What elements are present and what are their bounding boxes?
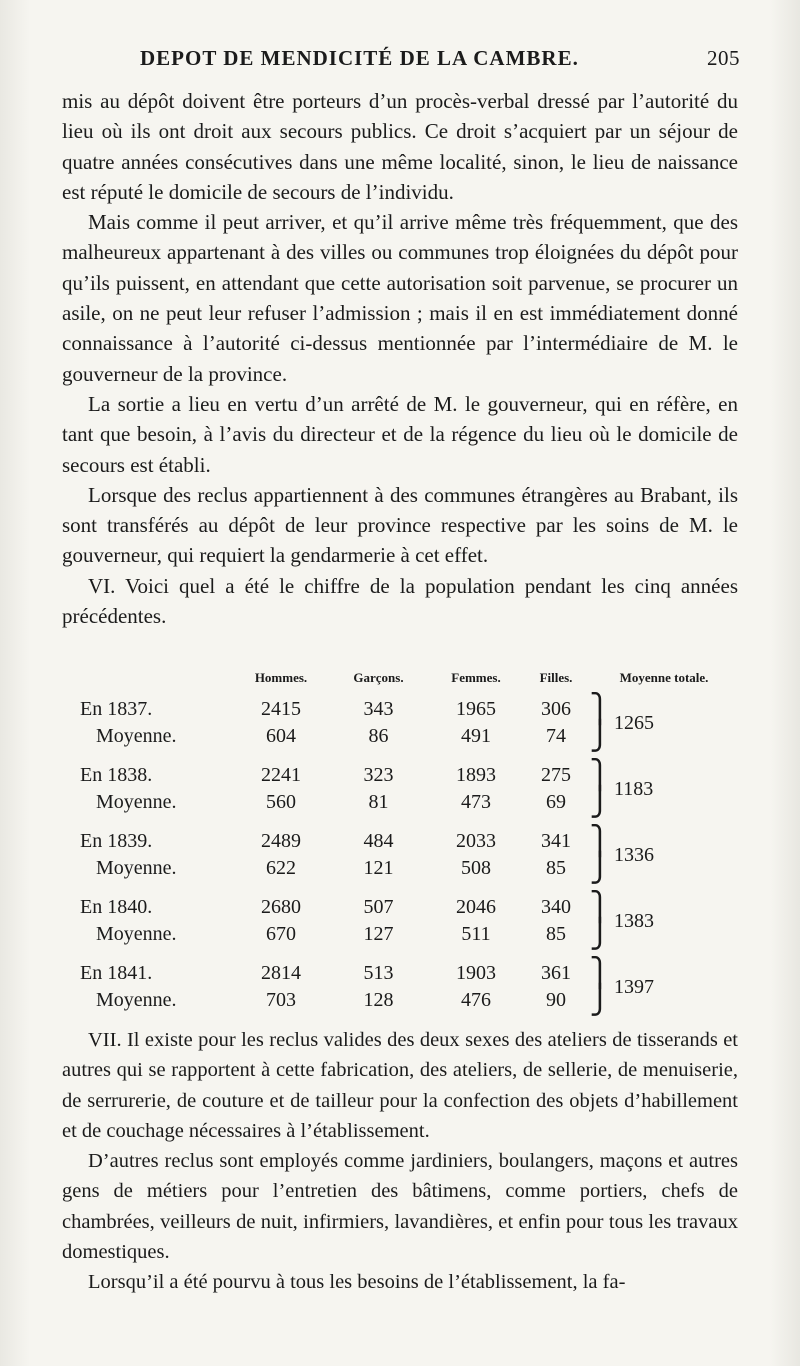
table-row-year	[80, 828, 714, 855]
table-cell: 2680	[261, 896, 301, 918]
average-label: Moyenne.	[96, 923, 177, 945]
table-cell: 622	[266, 857, 296, 879]
gap-cell	[80, 750, 231, 762]
table-row-year	[80, 960, 714, 987]
table-cell: 275	[541, 764, 571, 786]
table-cell: 90	[546, 989, 566, 1011]
paragraph: mis au dépôt doivent être porteurs d’un procès-verbal dressé par l’autorité du lieu où ils ont droit aux secours publics. Ce droit s’acquiert par un séjour de quatre années consécutives dans une même localité, sinon, le lieu de naissance est réputé le domicile de secours de l’individu.	[62, 89, 738, 204]
column-header: Filles.	[539, 670, 573, 685]
paragraph: La sortie a lieu en vertu d’un arrêté de M. le gouverneur, qui en réfère, en tant que besoin, à l’avis du directeur et de la régence du lieu où le domicile de secours est établi.	[62, 391, 738, 477]
table-cell: 476	[461, 989, 491, 1011]
table-row-year	[80, 762, 714, 789]
brace-top: ⎫	[589, 693, 611, 725]
table-cell: 81	[368, 791, 389, 813]
paragraph: Lorsqu’il a été pourvu à tous les besoins de l’établissement, la fa-	[88, 1271, 626, 1294]
table-cell: 473	[461, 791, 491, 813]
top-text-block	[62, 86, 738, 631]
column-header: Hommes.	[254, 670, 308, 685]
table-row-year	[80, 894, 714, 921]
table-cell: 128	[363, 989, 394, 1011]
paragraph: VII. Il existe pour les reclus valides des deux sexes des ateliers de tisserands et autres qui se rapportent à cette fabrication, des ateliers, de sellerie, de menuiserie, de serrurerie, de couture et de tailleur pour la confection des objets d’habillement et de couchage nécessaires à l’établissement.	[62, 1029, 738, 1142]
column-header: Garçons.	[353, 670, 404, 685]
paragraph: VI. Voici quel a été le chiffre de la population pendant les cinq années précédentes.	[62, 573, 738, 629]
running-header	[140, 46, 740, 71]
row-gap	[80, 948, 714, 960]
population-table	[80, 670, 714, 1014]
table-cell: 2033	[456, 830, 496, 852]
total-average: 1183	[614, 777, 654, 800]
table-cell: 491	[461, 725, 491, 747]
paragraph: Lorsque des reclus appartiennent à des communes étrangères au Brabant, ils sont transférés au dépôt de leur province respective par les soins de M. le gouverneur, qui requiert la gendarmerie à cet effet.	[62, 482, 738, 568]
paragraph: Mais comme il peut arriver, et qu’il arrive même très fréquemment, que des malheureux appartenant à des villes ou communes trop éloignées du dépôt pour qu’ils puissent, en attendant que cette autorisation soit parvenue, se procurer un asile, on ne peut leur refuser l’admission ; mais il en est immédiatement donné connaissance à l’autorité ci-dessus mentionnée par l’intermédiaire de M. le gouverneur de la province.	[62, 210, 738, 386]
table-cell: 507	[363, 896, 394, 918]
average-label: Moyenne.	[96, 857, 177, 879]
brace-top: ⎫	[589, 957, 611, 989]
brace-bottom: ⎭	[589, 852, 611, 884]
column-header: Moyenne totale.	[619, 670, 709, 685]
brace-bottom: ⎭	[589, 720, 611, 752]
row-gap	[80, 816, 714, 828]
brace-top: ⎫	[589, 759, 611, 791]
row-gap	[80, 882, 714, 894]
table-cell: 2415	[261, 698, 301, 720]
brace-top: ⎫	[589, 825, 611, 857]
table-cell: 343	[363, 698, 394, 720]
table-header-row	[80, 670, 714, 696]
table-cell: 121	[363, 857, 394, 879]
average-label: Moyenne.	[96, 725, 177, 747]
table-cell: 341	[541, 830, 571, 852]
gap-cell	[80, 948, 231, 960]
average-label: Moyenne.	[96, 989, 177, 1011]
table-cell: 2046	[456, 896, 496, 918]
table-cell: 361	[541, 962, 571, 984]
table-cell: 2814	[261, 962, 301, 984]
table-cell: 1903	[456, 962, 496, 984]
table-cell: 2489	[261, 830, 301, 852]
total-average: 1265	[614, 711, 654, 734]
table-cell: 508	[461, 857, 491, 879]
gap-cell	[80, 882, 231, 894]
table-cell: 340	[541, 896, 571, 918]
table-cell: 127	[363, 923, 394, 945]
year-label: En 1841.	[80, 962, 153, 984]
table-cell: 323	[363, 764, 394, 786]
table-cell: 511	[461, 923, 491, 945]
year-label: En 1840.	[80, 896, 153, 918]
page-number: 205	[707, 46, 740, 70]
table-cell: 86	[368, 725, 389, 747]
table-cell: 513	[363, 962, 394, 984]
total-average: 1397	[614, 975, 654, 998]
table-cell: 85	[546, 923, 566, 945]
brace-bottom: ⎭	[589, 984, 611, 1016]
table-cell: 74	[546, 725, 566, 747]
table-cell: 703	[266, 989, 296, 1011]
table-cell: 1965	[456, 698, 496, 720]
brace-bottom: ⎭	[589, 918, 611, 950]
paragraph: D’autres reclus sont employés comme jardiniers, boulangers, maçons et autres gens de métiers pour l’entretien des bâtimens, comme portiers, chefs de chambrées, veilleurs de nuit, infirmiers, lavandières, et enfin pour tous les travaux domestiques.	[62, 1150, 738, 1264]
table-cell: 484	[363, 830, 394, 852]
total-average: 1336	[614, 843, 654, 866]
bottom-text-block	[62, 1025, 738, 1298]
table-row-year	[80, 696, 714, 723]
gap-cell	[80, 816, 231, 828]
column-header: Femmes.	[451, 670, 501, 685]
table-cell: 670	[266, 923, 296, 945]
table-cell: 69	[546, 791, 566, 813]
year-label: En 1839.	[80, 830, 153, 852]
year-label: En 1838.	[80, 764, 153, 786]
average-label: Moyenne.	[96, 791, 177, 813]
row-gap	[80, 750, 714, 762]
total-average: 1383	[614, 909, 654, 932]
table-cell: 2241	[261, 764, 301, 786]
brace-top: ⎫	[589, 891, 611, 923]
brace-bottom: ⎭	[589, 786, 611, 818]
table-cell: 560	[266, 791, 296, 813]
page-title: DEPOT DE MENDICITÉ DE LA CAMBRE.	[140, 46, 579, 70]
year-label: En 1837.	[80, 698, 153, 720]
table-cell: 604	[266, 725, 296, 747]
table-cell: 85	[546, 857, 566, 879]
table-cell: 306	[541, 698, 571, 720]
table-cell: 1893	[456, 764, 496, 786]
